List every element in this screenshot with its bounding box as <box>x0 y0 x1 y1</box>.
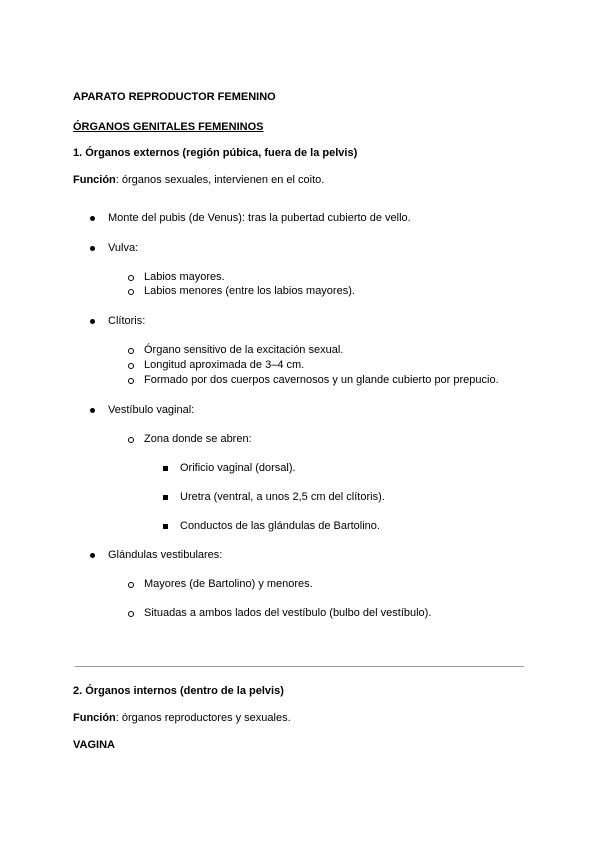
bullet-square-icon <box>163 466 168 471</box>
section2-function <box>73 711 291 725</box>
sub-sub-list-item: Uretra (ventral, a unos 2,5 cm del clítoris). <box>180 491 385 503</box>
bullet-circle-icon <box>128 611 134 617</box>
section-subtitle: ÓRGANOS GENITALES FEMENINOS <box>73 121 264 133</box>
sub-list-item: Formado por dos cuerpos cavernosos y un glande cubierto por prepucio. <box>144 374 499 386</box>
section1-heading: 1. Órganos externos (región púbica, fuera de la pelvis) <box>73 147 358 159</box>
bullet-square-icon <box>163 495 168 500</box>
bullet-circle-icon <box>128 582 134 588</box>
bullet-disc-icon <box>90 246 95 251</box>
horizontal-divider <box>75 666 524 667</box>
function-text: : órganos sexuales, intervienen en el coito. <box>115 174 325 186</box>
list-item: Vulva: <box>108 242 139 254</box>
sub-sub-list-item: Conductos de las glándulas de Bartolino. <box>180 520 380 532</box>
vagina-heading: VAGINA <box>73 739 115 751</box>
document-title: APARATO REPRODUCTOR FEMENINO <box>73 91 276 103</box>
bullet-square-icon <box>163 524 168 529</box>
list-item: Monte del pubis (de Venus): tras la pubertad cubierto de vello. <box>108 212 411 224</box>
bullet-circle-icon <box>128 275 134 281</box>
bullet-disc-icon <box>90 319 95 324</box>
bullet-circle-icon <box>128 378 134 384</box>
sub-list-item: Labios menores (entre los labios mayores). <box>144 285 355 297</box>
bullet-disc-icon <box>90 553 95 558</box>
function-text: : órganos reproductores y sexuales. <box>115 712 291 724</box>
section1-function <box>73 173 324 187</box>
sub-list-item: Zona donde se abren: <box>144 433 252 445</box>
bullet-disc-icon <box>90 216 95 221</box>
sub-list-item: Órgano sensitivo de la excitación sexual. <box>144 344 344 356</box>
sub-sub-list-item: Orificio vaginal (dorsal). <box>180 462 296 474</box>
function-label: Función <box>73 174 116 186</box>
sub-list-item: Situadas a ambos lados del vestíbulo (bulbo del vestíbulo). <box>144 607 432 619</box>
sub-list-item: Labios mayores. <box>144 271 225 283</box>
sub-list-item: Mayores (de Bartolino) y menores. <box>144 578 313 590</box>
bullet-circle-icon <box>128 437 134 443</box>
bullet-disc-icon <box>90 408 95 413</box>
bullet-circle-icon <box>128 289 134 295</box>
function-label: Función <box>73 712 116 724</box>
bullet-circle-icon <box>128 348 134 354</box>
list-item: Glándulas vestibulares: <box>108 549 223 561</box>
bullet-circle-icon <box>128 363 134 369</box>
sub-list-item: Longitud aproximada de 3–4 cm. <box>144 359 305 371</box>
list-item: Clítoris: <box>108 315 146 327</box>
list-item: Vestíbulo vaginal: <box>108 404 195 416</box>
section2-heading: 2. Órganos internos (dentro de la pelvis) <box>73 685 284 697</box>
